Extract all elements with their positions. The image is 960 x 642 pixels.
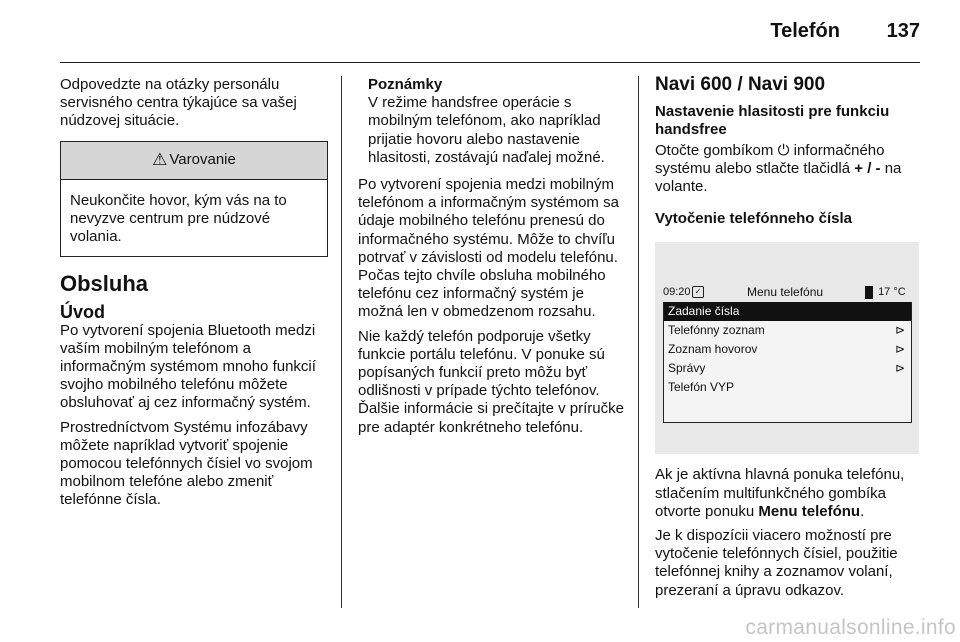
phone-connected-icon: ✓ [692,286,704,298]
screen-status-bar [663,282,913,302]
paragraph: Po vytvorení spojenia Bluetooth medzi vaším mobilným telefónom a informačným systémom mnoho funkcií svojho mobilného telefónu môžete obsluhovať aj cez informačný systém. [60,321,316,412]
paragraph: Po vytvorení spojenia medzi mobilným telefónom a informačným systémom sa údaje mobilného telefónu prenesú do informačného systému. Môže to chvíľu potrvať v závislosti od modelu telefónu. Počas tejto chvíle obsluha mobilného telefónu cez informačný systém je možná len v obmedzenom rozsahu. [358,176,619,321]
column-middle [358,76,628,443]
warning-box [60,141,328,258]
page-title: Telefón [770,20,840,42]
screen-menu-item [664,378,911,397]
note-title: Poznámky [368,76,443,93]
subsection-heading: Úvod [60,302,105,323]
chevron-right-icon: ⊳ [894,361,905,376]
screen-menu-item [664,302,911,321]
paragraph: Prostredníctvom Systému infozábavy môžete napríklad vytvoriť spojenie pomocou telefónnych čísiel vo svojom mobilnom telefóne alebo zmeniť telefónne čísla. [60,418,313,509]
column-divider [341,76,342,608]
volume-keys: + / - [854,159,881,177]
screen-time: 09:20 [663,286,691,299]
page-header [60,0,920,63]
screen-menu-item-label: Telefón VYP [668,380,735,395]
screen-menu-item [664,359,911,378]
menu-name: Menu telefónu [758,502,861,520]
column-right [655,76,923,606]
phone-menu-screenshot [655,242,919,454]
section-title: Navi 600 / Navi 900 [655,74,826,95]
warning-header [61,142,327,180]
column-divider [638,76,639,608]
screen-menu [663,302,912,423]
paragraph: Ak je aktívna hlavná ponuka telefónu, stlačením multifunkčného gombíka otvorte ponuku Menu telefónu. [655,466,905,520]
paragraph: Je k dispozícii viacero možností pre vytočenie telefónnych čísiel, použitie telefónnej knihy a zoznamov volaní, prezeraní a úpravu odkazov. [655,527,898,599]
paragraph: Nie každý telefón podporuje všetky funkcie portálu telefónu. V ponuke sú popísaných funkcií preto môžu byť odlišnosti v prípade týchto telefónov. Ďalšie informácie si prečítajte v príručke pre adaptér konkrétneho telefónu. [358,327,624,436]
dial-heading: Vytočenie telefónneho čísla [655,210,852,228]
chevron-right-icon: ⊳ [894,342,905,357]
volume-paragraph: Otočte gombíkom ⏻ informačného systému alebo stlačte tlačidlá + / - na volante. [655,141,902,196]
screen-title: Menu telefónu [747,285,824,300]
column-left [60,76,328,516]
chevron-right-icon: ⊳ [894,323,905,338]
screen-menu-item-label: Zoznam hovorov [668,342,758,357]
screen-menu-item [664,321,911,340]
note-box [358,76,628,167]
screen-menu-item [664,340,911,359]
warning-triangle-icon: ⚠ [152,150,168,169]
warning-title: Varovanie [169,151,236,168]
warning-text: Neukončite hovor, kým vás na to nevyzve centrum pre núdzové volania. [70,191,287,246]
screen-menu-item-label: Zadanie čísla [668,304,740,319]
phone-battery-icon [865,286,873,299]
note-text: V režime handsfree operácie s mobilným telefónom, ako napríklad prijatie hovoru alebo nastavenie hlasitosti, zostávajú naďalej možné. [368,94,605,166]
screen-temperature: 17 °C [878,286,906,299]
volume-heading: Nastavenie hlasitosti pre funkciu handsfree [655,103,890,139]
screen-menu-item-label: Telefónny zoznam [668,323,765,338]
page-number: 137 [886,20,920,42]
watermark: carmanualsonline.info [745,616,956,639]
section-heading: Obsluha [60,271,149,297]
knob-icon: ⏻ [777,141,790,159]
screen-menu-item-label: Správy [668,361,706,376]
intro-paragraph: Odpovedzte na otázky personálu servisného centra týkajúce sa vašej núdzovej situácie. [60,76,297,130]
